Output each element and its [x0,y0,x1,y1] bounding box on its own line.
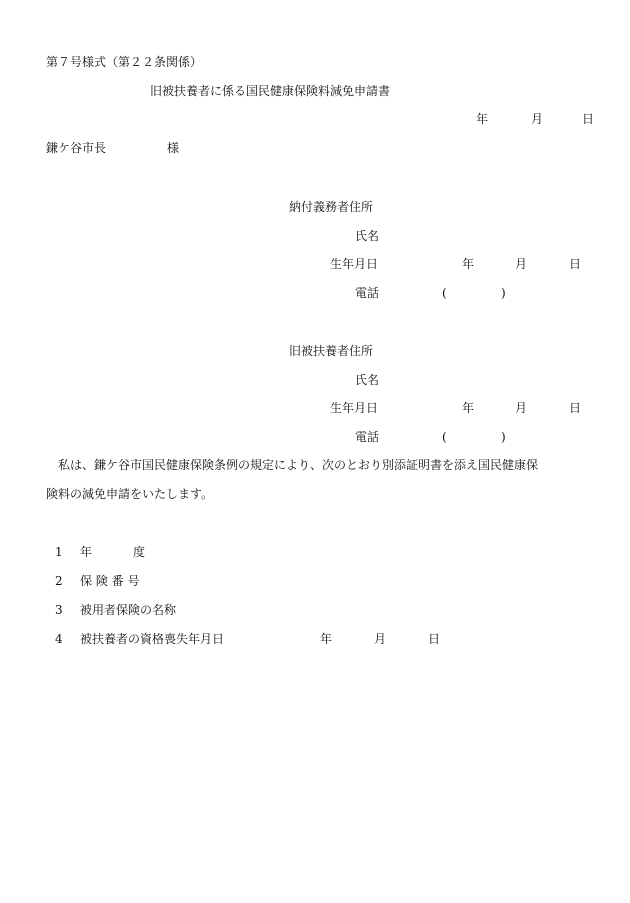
obligor-name-label: 氏名 [355,229,380,243]
obligor-birth-label: 生年月日 [330,257,379,271]
obligor-phone-paren-close: ) [501,286,506,300]
obligor-birth-month: 月 [515,257,528,271]
item-year: 年 [320,632,333,646]
document-title: 旧被扶養者に係る国民健康保険料減免申請書 [150,84,391,98]
item-number: 1 [55,545,63,559]
obligor-phone-label: 電話 [355,286,380,300]
dependent-birth-year: 年 [462,401,475,415]
dependent-phone-paren-close: ) [501,430,506,444]
obligor-birth-year: 年 [462,257,475,271]
item-label-suffix: 度 [133,545,146,559]
item-label: 保 険 番 号 [80,574,140,588]
dependent-name-label: 氏名 [355,373,380,387]
item-number: 4 [55,632,63,646]
item-day: 日 [428,632,441,646]
item-label: 年 [80,545,93,559]
dependent-address-label: 旧被扶養者住所 [289,344,374,358]
date-year-label: 年 [476,112,489,126]
obligor-birth-day: 日 [569,257,582,271]
dependent-birth-month: 月 [515,401,528,415]
item-number: 3 [55,603,63,617]
recipient-name: 鎌ケ谷市長 [46,141,107,155]
dependent-birth-day: 日 [569,401,582,415]
dependent-birth-label: 生年月日 [330,401,379,415]
form-number: 第７号様式（第２２条関係） [46,55,203,69]
dependent-phone-paren-open: ( [442,430,447,444]
dependent-phone-label: 電話 [355,430,380,444]
obligor-address-label: 納付義務者住所 [289,200,374,214]
item-label: 被用者保険の名称 [80,603,177,617]
obligor-phone-paren-open: ( [442,286,447,300]
statement-line-1: 私は、鎌ケ谷市国民健康保険条例の規定により、次のとおり別添証明書を添え国民健康保 [58,458,539,472]
statement-line-2: 険料の減免申請をいたします。 [46,487,214,501]
date-day-label: 日 [582,112,595,126]
recipient-honorific: 様 [167,141,180,155]
application-statement [46,451,596,509]
item-number: 2 [55,574,63,588]
item-month: 月 [374,632,387,646]
item-label: 被扶養者の資格喪失年月日 [80,632,225,646]
date-month-label: 月 [531,112,544,126]
